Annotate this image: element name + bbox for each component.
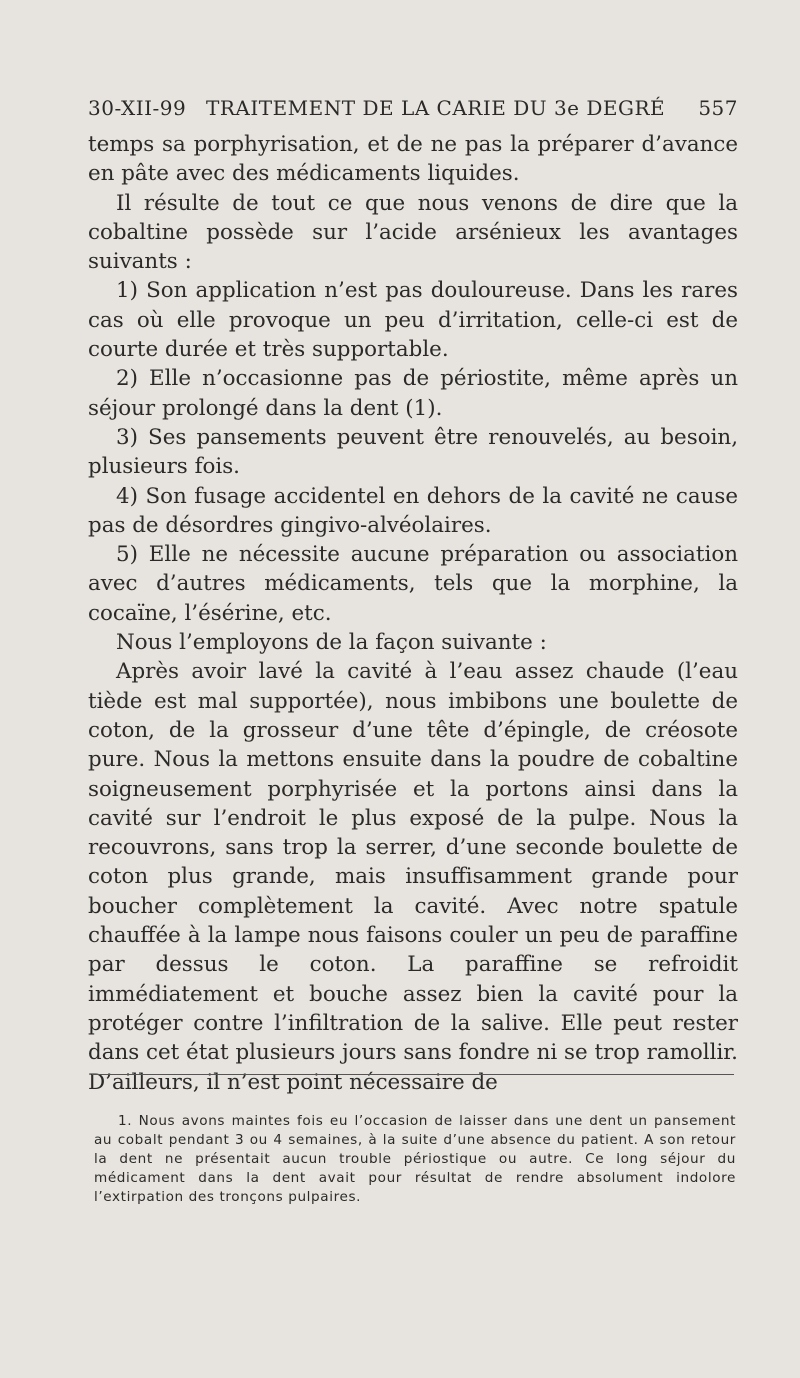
paragraph-2: Il résulte de tout ce que nous venons de dire que la cobaltine possède sur l’acide arsénieux les avantages suivants : (88, 190, 738, 275)
footnote (94, 1112, 736, 1207)
header-date: 30-XII-99 (88, 96, 187, 120)
paragraph-1: temps sa porphyrisation, et de ne pas la préparer d’avance en pâte avec des médicaments liquides. (88, 132, 738, 187)
advantage-5: 5) Elle ne nécessite aucune préparation ou association avec d’autres médicaments, tels que la morphine, la cocaïne, l’ésérine, etc. (88, 542, 738, 626)
footnote-divider (92, 1074, 734, 1075)
body-text (88, 130, 738, 1097)
header-title: TRAITEMENT DE LA CARIE DU 3e DEGRÉ (206, 96, 666, 120)
paragraph-procedure: Après avoir lavé la cavité à l’eau assez chaude (l’eau tiède est mal supportée), nous imbibons une boulette de coton, de la grosseur d’une tête d’épingle, de créosote pure. Nous la mettons ensuite dans la poudre de cobaltine soigneusement porphyrisée et la portons ainsi dans la cavité sur l’endroit le plus exposé de la pulpe. Nous la recouvrons, sans trop la serrer, d’une seconde boulette de coton plus grande, mais insuffisamment grande pour boucher complètement la cavité. Avec notre spatule chauffée à la lampe nous faisons couler un peu de paraffine par dessus le coton. La paraffine se refroidit immédiatement et bouche assez bien la cavité pour la protéger contre l’infiltration de la salive. Elle peut rester dans cet état plusieurs jours sans fondre ni se trop ramollir. D’ailleurs, il n’est point nécessaire de (88, 659, 738, 1095)
page-number: 557 (698, 96, 738, 120)
advantage-1: 1) Son application n’est pas douloureuse. Dans les rares cas où elle provoque un peu d’irritation, celle-ci est de courte durée et très supportable. (88, 278, 738, 363)
footnote-text: 1. Nous avons maintes fois eu l’occasion de laisser dans une dent un pansement au cobalt pendant 3 ou 4 semaines, à la suite d’une absence du patient. A son retour la dent ne présentait aucun trouble périostique ou autre. Ce long séjour du médicament dans la dent avait pour résultat de rendre absolument indolore l’extirpation des tronçons pulpaires. (94, 1113, 736, 1205)
advantage-2: 2) Elle n’occasionne pas de périostite, même après un séjour prolongé dans la dent (1). (88, 366, 738, 421)
advantage-4: 4) Son fusage accidentel en dehors de la cavité ne cause pas de désordres gingivo-alvéolaires. (88, 483, 738, 538)
running-header (88, 96, 738, 126)
paragraph-usage-intro: Nous l’employons de la façon suivante : (116, 630, 547, 656)
advantage-3: 3) Ses pansements peuvent être renouvelés, au besoin, plusieurs fois. (88, 424, 738, 480)
